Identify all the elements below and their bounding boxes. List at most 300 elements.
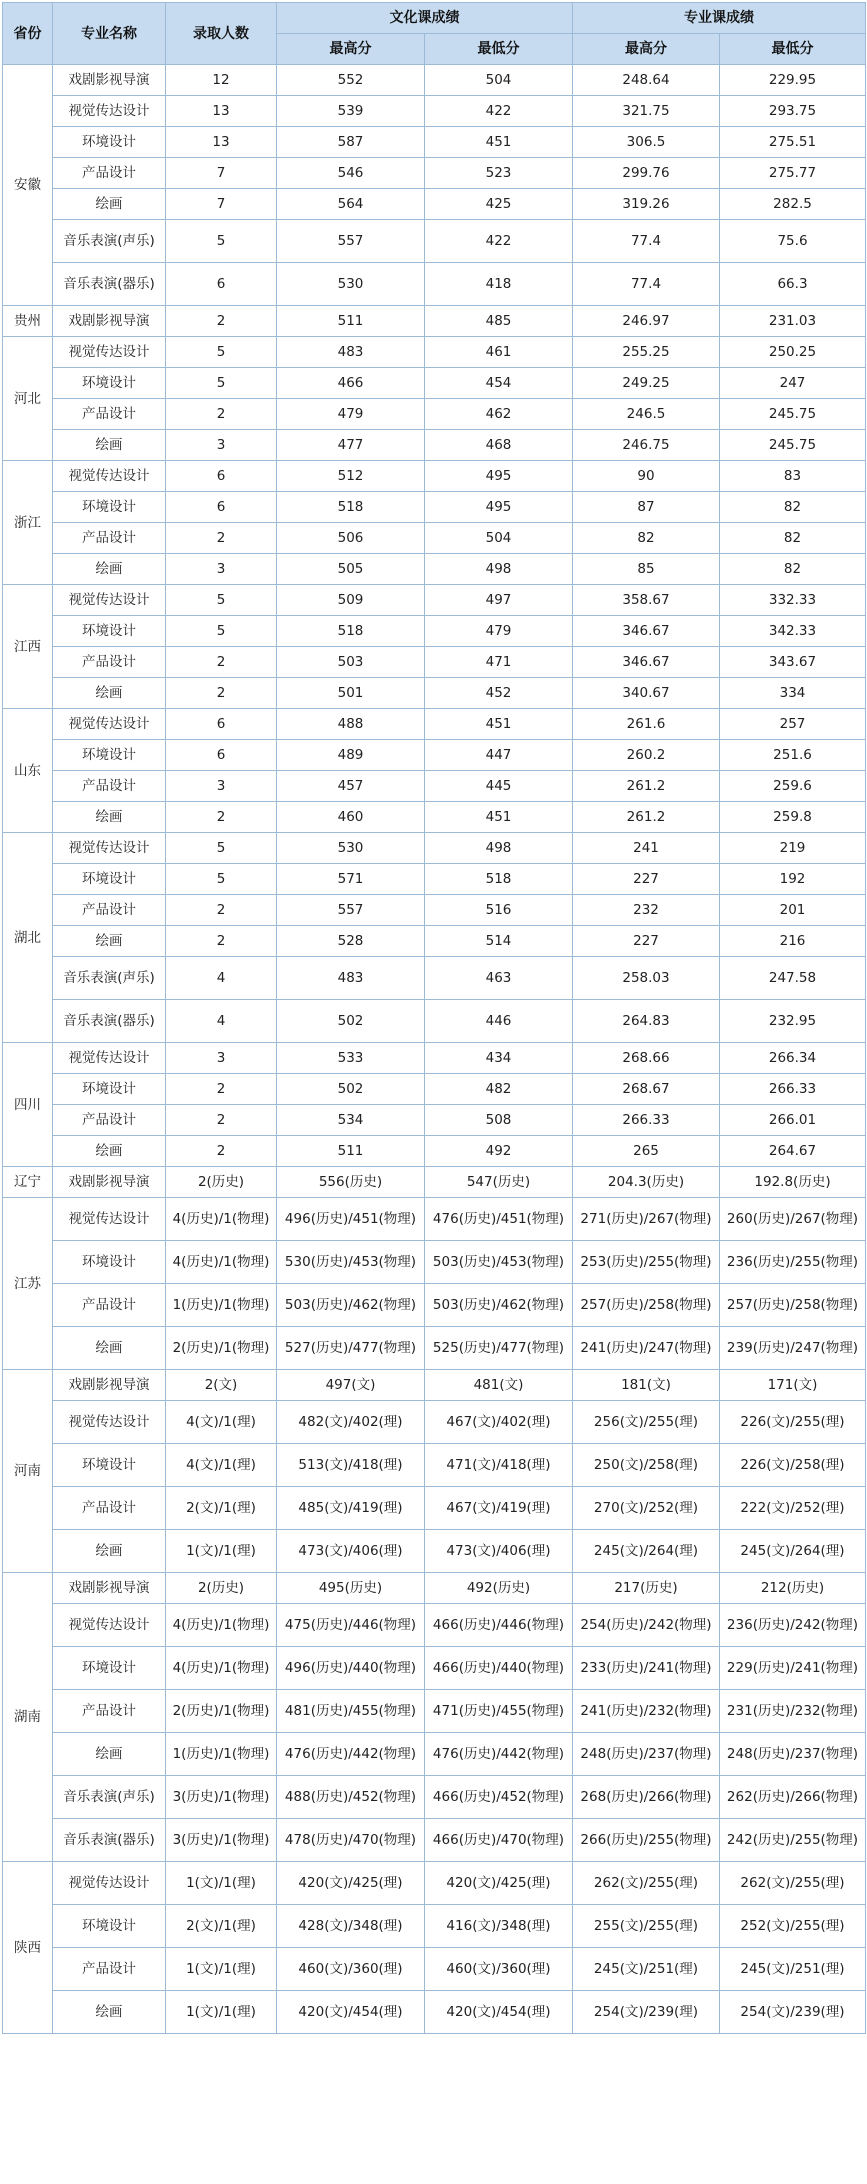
table-row <box>3 1241 866 1284</box>
admission-score-table <box>2 2 866 2034</box>
culture-min-cell: 504 <box>425 65 573 96</box>
professional-max-cell: 260.2 <box>573 740 720 771</box>
major-cell: 绘画 <box>53 1136 166 1167</box>
culture-max-cell: 506 <box>277 523 425 554</box>
major-cell: 视觉传达设计 <box>53 1862 166 1905</box>
table-row <box>3 1136 866 1167</box>
major-cell: 产品设计 <box>53 1284 166 1327</box>
major-cell: 视觉传达设计 <box>53 337 166 368</box>
professional-min-cell: 282.5 <box>720 189 866 220</box>
major-cell: 戏剧影视导演 <box>53 65 166 96</box>
table-body <box>3 65 866 2034</box>
culture-min-cell: 422 <box>425 96 573 127</box>
table-row <box>3 1401 866 1444</box>
professional-max-cell: 321.75 <box>573 96 720 127</box>
professional-min-cell: 229(历史)/241(物理) <box>720 1647 866 1690</box>
major-cell: 戏剧影视导演 <box>53 306 166 337</box>
culture-min-cell: 471(历史)/455(物理) <box>425 1690 573 1733</box>
professional-max-cell: 346.67 <box>573 647 720 678</box>
province-cell: 山东 <box>3 709 53 833</box>
culture-min-cell: 466(历史)/470(物理) <box>425 1819 573 1862</box>
major-cell: 环境设计 <box>53 1647 166 1690</box>
culture-min-cell: 547(历史) <box>425 1167 573 1198</box>
province-cell: 辽宁 <box>3 1167 53 1198</box>
enrolled-cell: 3 <box>166 430 277 461</box>
professional-max-cell: 346.67 <box>573 616 720 647</box>
professional-max-cell: 87 <box>573 492 720 523</box>
professional-max-cell: 262(文)/255(理) <box>573 1862 720 1905</box>
culture-min-cell: 446 <box>425 1000 573 1043</box>
professional-max-cell: 255(文)/255(理) <box>573 1905 720 1948</box>
table-row <box>3 1167 866 1198</box>
professional-max-cell: 340.67 <box>573 678 720 709</box>
culture-max-cell: 473(文)/406(理) <box>277 1530 425 1573</box>
table-row <box>3 1000 866 1043</box>
header-professional-score: 专业课成绩 <box>573 3 866 34</box>
enrolled-cell: 2(历史) <box>166 1573 277 1604</box>
major-cell: 产品设计 <box>53 1487 166 1530</box>
professional-min-cell: 259.6 <box>720 771 866 802</box>
enrolled-cell: 2(文)/1(理) <box>166 1487 277 1530</box>
table-row <box>3 96 866 127</box>
professional-min-cell: 83 <box>720 461 866 492</box>
culture-min-cell: 462 <box>425 399 573 430</box>
professional-min-cell: 226(文)/258(理) <box>720 1444 866 1487</box>
major-cell: 环境设计 <box>53 1241 166 1284</box>
table-row <box>3 523 866 554</box>
culture-min-cell: 497 <box>425 585 573 616</box>
professional-min-cell: 231(历史)/232(物理) <box>720 1690 866 1733</box>
culture-min-cell: 518 <box>425 864 573 895</box>
professional-min-cell: 251.6 <box>720 740 866 771</box>
major-cell: 产品设计 <box>53 523 166 554</box>
culture-min-cell: 471(文)/418(理) <box>425 1444 573 1487</box>
table-row <box>3 1043 866 1074</box>
culture-min-cell: 425 <box>425 189 573 220</box>
major-cell: 视觉传达设计 <box>53 709 166 740</box>
major-cell: 视觉传达设计 <box>53 1198 166 1241</box>
culture-max-cell: 495(历史) <box>277 1573 425 1604</box>
professional-min-cell: 216 <box>720 926 866 957</box>
culture-max-cell: 502 <box>277 1000 425 1043</box>
major-cell: 产品设计 <box>53 895 166 926</box>
header-professional-min: 最低分 <box>720 34 866 65</box>
culture-max-cell: 556(历史) <box>277 1167 425 1198</box>
culture-max-cell: 482(文)/402(理) <box>277 1401 425 1444</box>
culture-max-cell: 457 <box>277 771 425 802</box>
professional-min-cell: 239(历史)/247(物理) <box>720 1327 866 1370</box>
province-cell: 浙江 <box>3 461 53 585</box>
enrolled-cell: 5 <box>166 833 277 864</box>
culture-max-cell: 483 <box>277 337 425 368</box>
enrolled-cell: 1(历史)/1(物理) <box>166 1284 277 1327</box>
province-cell: 河南 <box>3 1370 53 1573</box>
culture-max-cell: 512 <box>277 461 425 492</box>
professional-min-cell: 275.51 <box>720 127 866 158</box>
culture-min-cell: 525(历史)/477(物理) <box>425 1327 573 1370</box>
province-cell: 贵州 <box>3 306 53 337</box>
culture-max-cell: 513(文)/418(理) <box>277 1444 425 1487</box>
professional-min-cell: 212(历史) <box>720 1573 866 1604</box>
professional-min-cell: 201 <box>720 895 866 926</box>
table-row <box>3 1284 866 1327</box>
major-cell: 视觉传达设计 <box>53 833 166 864</box>
major-cell: 音乐表演(声乐) <box>53 957 166 1000</box>
table-row <box>3 1948 866 1991</box>
professional-min-cell: 242(历史)/255(物理) <box>720 1819 866 1862</box>
table-row <box>3 1327 866 1370</box>
enrolled-cell: 4 <box>166 1000 277 1043</box>
enrolled-cell: 1(文)/1(理) <box>166 1862 277 1905</box>
culture-min-cell: 495 <box>425 461 573 492</box>
professional-min-cell: 219 <box>720 833 866 864</box>
culture-max-cell: 466 <box>277 368 425 399</box>
enrolled-cell: 6 <box>166 461 277 492</box>
professional-max-cell: 246.97 <box>573 306 720 337</box>
enrolled-cell: 2 <box>166 678 277 709</box>
enrolled-cell: 5 <box>166 220 277 263</box>
culture-max-cell: 587 <box>277 127 425 158</box>
professional-max-cell: 319.26 <box>573 189 720 220</box>
enrolled-cell: 5 <box>166 585 277 616</box>
professional-min-cell: 252(文)/255(理) <box>720 1905 866 1948</box>
professional-min-cell: 245.75 <box>720 399 866 430</box>
professional-min-cell: 229.95 <box>720 65 866 96</box>
culture-min-cell: 495 <box>425 492 573 523</box>
table-row <box>3 678 866 709</box>
culture-min-cell: 503(历史)/462(物理) <box>425 1284 573 1327</box>
enrolled-cell: 2(历史) <box>166 1167 277 1198</box>
culture-min-cell: 492(历史) <box>425 1573 573 1604</box>
header-major: 专业名称 <box>53 3 166 65</box>
major-cell: 环境设计 <box>53 1444 166 1487</box>
major-cell: 产品设计 <box>53 158 166 189</box>
culture-min-cell: 476(历史)/451(物理) <box>425 1198 573 1241</box>
table-row <box>3 368 866 399</box>
enrolled-cell: 12 <box>166 65 277 96</box>
enrolled-cell: 2(文)/1(理) <box>166 1905 277 1948</box>
enrolled-cell: 7 <box>166 158 277 189</box>
major-cell: 音乐表演(器乐) <box>53 1000 166 1043</box>
culture-min-cell: 420(文)/454(理) <box>425 1991 573 2034</box>
major-cell: 绘画 <box>53 189 166 220</box>
enrolled-cell: 4 <box>166 957 277 1000</box>
major-cell: 视觉传达设计 <box>53 1604 166 1647</box>
enrolled-cell: 6 <box>166 740 277 771</box>
major-cell: 戏剧影视导演 <box>53 1167 166 1198</box>
enrolled-cell: 4(文)/1(理) <box>166 1401 277 1444</box>
header-province: 省份 <box>3 3 53 65</box>
professional-min-cell: 257(历史)/258(物理) <box>720 1284 866 1327</box>
enrolled-cell: 6 <box>166 709 277 740</box>
culture-max-cell: 496(历史)/451(物理) <box>277 1198 425 1241</box>
culture-min-cell: 466(历史)/440(物理) <box>425 1647 573 1690</box>
table-row <box>3 1690 866 1733</box>
header-professional-max: 最高分 <box>573 34 720 65</box>
professional-max-cell: 245(文)/264(理) <box>573 1530 720 1573</box>
culture-min-cell: 460(文)/360(理) <box>425 1948 573 1991</box>
major-cell: 绘画 <box>53 1991 166 2034</box>
professional-min-cell: 236(历史)/242(物理) <box>720 1604 866 1647</box>
culture-max-cell: 571 <box>277 864 425 895</box>
major-cell: 绘画 <box>53 678 166 709</box>
culture-min-cell: 451 <box>425 802 573 833</box>
major-cell: 绘画 <box>53 1530 166 1573</box>
enrolled-cell: 5 <box>166 864 277 895</box>
professional-min-cell: 254(文)/239(理) <box>720 1991 866 2034</box>
professional-max-cell: 254(历史)/242(物理) <box>573 1604 720 1647</box>
enrolled-cell: 6 <box>166 263 277 306</box>
culture-min-cell: 504 <box>425 523 573 554</box>
enrolled-cell: 5 <box>166 616 277 647</box>
major-cell: 环境设计 <box>53 1905 166 1948</box>
province-cell: 安徽 <box>3 65 53 306</box>
culture-max-cell: 530(历史)/453(物理) <box>277 1241 425 1284</box>
table-row <box>3 864 866 895</box>
major-cell: 绘画 <box>53 554 166 585</box>
table-row <box>3 616 866 647</box>
table-row <box>3 220 866 263</box>
major-cell: 视觉传达设计 <box>53 96 166 127</box>
professional-max-cell: 266.33 <box>573 1105 720 1136</box>
table-row <box>3 1776 866 1819</box>
culture-max-cell: 488(历史)/452(物理) <box>277 1776 425 1819</box>
major-cell: 环境设计 <box>53 368 166 399</box>
professional-min-cell: 260(历史)/267(物理) <box>720 1198 866 1241</box>
enrolled-cell: 3 <box>166 1043 277 1074</box>
professional-max-cell: 268.66 <box>573 1043 720 1074</box>
enrolled-cell: 3 <box>166 771 277 802</box>
table-row <box>3 1862 866 1905</box>
professional-max-cell: 255.25 <box>573 337 720 368</box>
professional-max-cell: 299.76 <box>573 158 720 189</box>
score-table-container <box>2 2 866 2034</box>
professional-max-cell: 258.03 <box>573 957 720 1000</box>
professional-max-cell: 77.4 <box>573 263 720 306</box>
culture-max-cell: 557 <box>277 220 425 263</box>
professional-max-cell: 271(历史)/267(物理) <box>573 1198 720 1241</box>
enrolled-cell: 2 <box>166 802 277 833</box>
major-cell: 音乐表演(声乐) <box>53 220 166 263</box>
culture-max-cell: 527(历史)/477(物理) <box>277 1327 425 1370</box>
culture-max-cell: 530 <box>277 833 425 864</box>
culture-min-cell: 445 <box>425 771 573 802</box>
culture-min-cell: 498 <box>425 833 573 864</box>
enrolled-cell: 2 <box>166 895 277 926</box>
table-row <box>3 1991 866 2034</box>
table-row <box>3 1573 866 1604</box>
table-row <box>3 263 866 306</box>
culture-min-cell: 467(文)/402(理) <box>425 1401 573 1444</box>
professional-max-cell: 246.5 <box>573 399 720 430</box>
professional-max-cell: 266(历史)/255(物理) <box>573 1819 720 1862</box>
professional-max-cell: 264.83 <box>573 1000 720 1043</box>
culture-max-cell: 479 <box>277 399 425 430</box>
enrolled-cell: 2 <box>166 306 277 337</box>
professional-max-cell: 268(历史)/266(物理) <box>573 1776 720 1819</box>
culture-max-cell: 503(历史)/462(物理) <box>277 1284 425 1327</box>
table-row <box>3 585 866 616</box>
culture-max-cell: 483 <box>277 957 425 1000</box>
professional-min-cell: 247.58 <box>720 957 866 1000</box>
enrolled-cell: 2 <box>166 399 277 430</box>
culture-max-cell: 420(文)/454(理) <box>277 1991 425 2034</box>
professional-max-cell: 181(文) <box>573 1370 720 1401</box>
professional-max-cell: 82 <box>573 523 720 554</box>
professional-min-cell: 247 <box>720 368 866 399</box>
enrolled-cell: 1(文)/1(理) <box>166 1530 277 1573</box>
culture-max-cell: 534 <box>277 1105 425 1136</box>
culture-min-cell: 463 <box>425 957 573 1000</box>
professional-min-cell: 192.8(历史) <box>720 1167 866 1198</box>
professional-min-cell: 248(历史)/237(物理) <box>720 1733 866 1776</box>
major-cell: 音乐表演(器乐) <box>53 1819 166 1862</box>
professional-max-cell: 227 <box>573 926 720 957</box>
enrolled-cell: 2(历史)/1(物理) <box>166 1690 277 1733</box>
table-row <box>3 833 866 864</box>
culture-min-cell: 461 <box>425 337 573 368</box>
professional-min-cell: 75.6 <box>720 220 866 263</box>
major-cell: 产品设计 <box>53 771 166 802</box>
culture-min-cell: 447 <box>425 740 573 771</box>
professional-min-cell: 262(文)/255(理) <box>720 1862 866 1905</box>
culture-max-cell: 476(历史)/442(物理) <box>277 1733 425 1776</box>
professional-min-cell: 192 <box>720 864 866 895</box>
culture-min-cell: 498 <box>425 554 573 585</box>
table-row <box>3 430 866 461</box>
professional-max-cell: 77.4 <box>573 220 720 263</box>
major-cell: 音乐表演(器乐) <box>53 263 166 306</box>
header-culture-max: 最高分 <box>277 34 425 65</box>
professional-max-cell: 257(历史)/258(物理) <box>573 1284 720 1327</box>
professional-max-cell: 204.3(历史) <box>573 1167 720 1198</box>
professional-min-cell: 332.33 <box>720 585 866 616</box>
enrolled-cell: 6 <box>166 492 277 523</box>
major-cell: 绘画 <box>53 1327 166 1370</box>
professional-max-cell: 265 <box>573 1136 720 1167</box>
table-header <box>3 3 866 65</box>
table-row <box>3 1198 866 1241</box>
culture-max-cell: 478(历史)/470(物理) <box>277 1819 425 1862</box>
professional-max-cell: 250(文)/258(理) <box>573 1444 720 1487</box>
enrolled-cell: 2 <box>166 1105 277 1136</box>
enrolled-cell: 4(历史)/1(物理) <box>166 1241 277 1284</box>
culture-max-cell: 505 <box>277 554 425 585</box>
professional-min-cell: 250.25 <box>720 337 866 368</box>
table-row <box>3 895 866 926</box>
enrolled-cell: 3(历史)/1(物理) <box>166 1776 277 1819</box>
culture-max-cell: 552 <box>277 65 425 96</box>
table-row <box>3 1370 866 1401</box>
table-row <box>3 1604 866 1647</box>
enrolled-cell: 2 <box>166 1074 277 1105</box>
culture-max-cell: 475(历史)/446(物理) <box>277 1604 425 1647</box>
culture-min-cell: 454 <box>425 368 573 399</box>
professional-min-cell: 66.3 <box>720 263 866 306</box>
major-cell: 产品设计 <box>53 1105 166 1136</box>
enrolled-cell: 2(历史)/1(物理) <box>166 1327 277 1370</box>
culture-max-cell: 511 <box>277 306 425 337</box>
culture-min-cell: 492 <box>425 1136 573 1167</box>
culture-max-cell: 509 <box>277 585 425 616</box>
culture-min-cell: 416(文)/348(理) <box>425 1905 573 1948</box>
professional-min-cell: 266.33 <box>720 1074 866 1105</box>
major-cell: 环境设计 <box>53 127 166 158</box>
major-cell: 产品设计 <box>53 647 166 678</box>
professional-min-cell: 171(文) <box>720 1370 866 1401</box>
professional-min-cell: 262(历史)/266(物理) <box>720 1776 866 1819</box>
table-row <box>3 554 866 585</box>
culture-min-cell: 468 <box>425 430 573 461</box>
table-row <box>3 1105 866 1136</box>
professional-max-cell: 246.75 <box>573 430 720 461</box>
enrolled-cell: 1(历史)/1(物理) <box>166 1733 277 1776</box>
professional-min-cell: 343.67 <box>720 647 866 678</box>
professional-min-cell: 232.95 <box>720 1000 866 1043</box>
culture-max-cell: 511 <box>277 1136 425 1167</box>
professional-max-cell: 358.67 <box>573 585 720 616</box>
table-row <box>3 771 866 802</box>
major-cell: 绘画 <box>53 1733 166 1776</box>
professional-max-cell: 227 <box>573 864 720 895</box>
table-row <box>3 399 866 430</box>
province-cell: 陕西 <box>3 1862 53 2034</box>
culture-max-cell: 428(文)/348(理) <box>277 1905 425 1948</box>
culture-max-cell: 518 <box>277 492 425 523</box>
culture-min-cell: 466(历史)/446(物理) <box>425 1604 573 1647</box>
enrolled-cell: 1(文)/1(理) <box>166 1948 277 1991</box>
culture-max-cell: 518 <box>277 616 425 647</box>
professional-max-cell: 241 <box>573 833 720 864</box>
major-cell: 环境设计 <box>53 864 166 895</box>
professional-max-cell: 232 <box>573 895 720 926</box>
table-row <box>3 65 866 96</box>
professional-min-cell: 266.01 <box>720 1105 866 1136</box>
professional-max-cell: 253(历史)/255(物理) <box>573 1241 720 1284</box>
table-row <box>3 461 866 492</box>
culture-min-cell: 479 <box>425 616 573 647</box>
culture-max-cell: 420(文)/425(理) <box>277 1862 425 1905</box>
table-row <box>3 1487 866 1530</box>
table-row <box>3 1819 866 1862</box>
enrolled-cell: 3(历史)/1(物理) <box>166 1819 277 1862</box>
professional-max-cell: 261.2 <box>573 771 720 802</box>
header-enrolled: 录取人数 <box>166 3 277 65</box>
culture-max-cell: 497(文) <box>277 1370 425 1401</box>
culture-max-cell: 488 <box>277 709 425 740</box>
professional-min-cell: 264.67 <box>720 1136 866 1167</box>
enrolled-cell: 7 <box>166 189 277 220</box>
culture-max-cell: 546 <box>277 158 425 189</box>
culture-max-cell: 557 <box>277 895 425 926</box>
professional-max-cell: 261.6 <box>573 709 720 740</box>
professional-max-cell: 241(历史)/247(物理) <box>573 1327 720 1370</box>
professional-max-cell: 256(文)/255(理) <box>573 1401 720 1444</box>
table-row <box>3 1647 866 1690</box>
major-cell: 环境设计 <box>53 492 166 523</box>
culture-min-cell: 420(文)/425(理) <box>425 1862 573 1905</box>
culture-min-cell: 467(文)/419(理) <box>425 1487 573 1530</box>
major-cell: 视觉传达设计 <box>53 461 166 492</box>
culture-max-cell: 496(历史)/440(物理) <box>277 1647 425 1690</box>
culture-min-cell: 516 <box>425 895 573 926</box>
major-cell: 戏剧影视导演 <box>53 1370 166 1401</box>
major-cell: 音乐表演(声乐) <box>53 1776 166 1819</box>
table-row <box>3 926 866 957</box>
culture-max-cell: 530 <box>277 263 425 306</box>
culture-min-cell: 476(历史)/442(物理) <box>425 1733 573 1776</box>
professional-max-cell: 85 <box>573 554 720 585</box>
